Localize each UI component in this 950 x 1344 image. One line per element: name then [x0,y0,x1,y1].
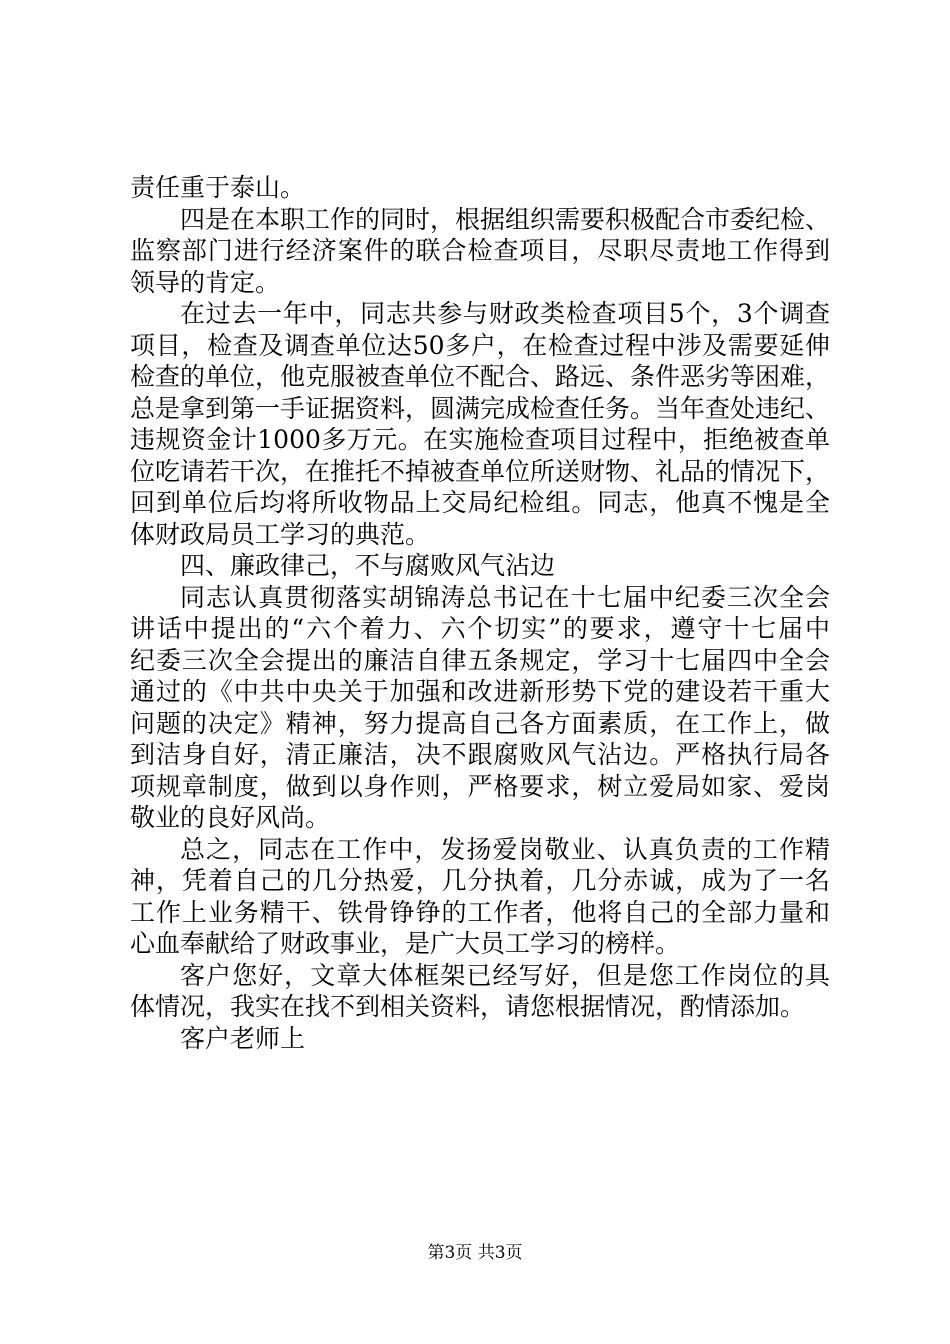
text-line: 违规资金计1000多万元。在实施检查项目过程中，拒绝被查单 [130,425,830,454]
text-line: 体情况，我实在找不到相关资料，请您根据情况，酌情添加。 [130,992,806,1021]
text-line: 检查的单位，他克服被查单位不配合、路远、条件恶劣等困难， [130,362,831,391]
page-footer: 第3页 共3页 [427,1243,523,1263]
text-line: 工作上业务精干、铁骨铮铮的工作者，他将自己的全部力量和 [130,897,830,927]
text-line: 回到单位后均将所收物品上交局纪检组。同志，他真不愧是全 [130,488,830,517]
text-line: 体财政局员工学习的典范。 [130,519,431,549]
text-line: 项规章制度，做到以身作则，严格要求，树立爱局如家、爱岗 [130,771,830,801]
text-line: 问题的决定》精神，努力提高自己各方面素质，在工作上，做 [130,708,830,738]
text-line: 总是拿到第一手证据资料，圆满完成检查任务。当年查处违纪、 [130,393,831,423]
text-line: 神，凭着自己的几分热爱，几分执着，几分赤诚，成为了一名 [130,866,830,895]
text-line: 敬业的良好风尚。 [130,803,331,832]
text-line: 同志认真贯彻落实胡锦涛总书记在十七届中纪委三次全会 [180,582,830,612]
text-line: 到洁身自好，清正廉洁，决不跟腐败风气沾边。严格执行局各 [130,740,830,769]
text-line: 客户老师上 [180,1023,306,1053]
text-line: 四、廉政律己，不与腐败风气沾边 [180,551,556,580]
text-line: 讲话中提出的“六个着力、六个切实”的要求，遵守十七届中 [130,614,830,643]
text-line: 总之，同志在工作中，发扬爱岗敬业、认真负责的工作精 [180,834,830,864]
text-line: 心血奉献给了财政事业，是广大员工学习的榜样。 [130,929,681,958]
text-line: 在过去一年中，同志共参与财政类检查项目5个，3个调查 [180,299,830,328]
text-line: 纪委三次全会提出的廉洁自律五条规定，学习十七届四中全会 [130,645,830,675]
text-line: 位吃请若干次，在推托不掉被查单位所送财物、礼品的情况下， [130,456,831,486]
text-line: 领导的肯定。 [130,267,281,297]
text-line: 客户您好，文章大体框架已经写好，但是您工作岗位的具 [180,960,830,990]
text-line: 项目，检查及调查单位达50多户，在检查过程中涉及需要延伸 [130,330,830,360]
text-line: 四是在本职工作的同时，根据组织需要积极配合市委纪检、 [180,204,831,234]
text-line: 监察部门进行经济案件的联合检查项目，尽职尽责地工作得到 [130,236,830,265]
document-body [130,172,830,1054]
text-line: 责任重于泰山。 [130,173,306,202]
text-line: 通过的《中共中央关于加强和改进新形势下党的建设若干重大 [130,677,830,706]
